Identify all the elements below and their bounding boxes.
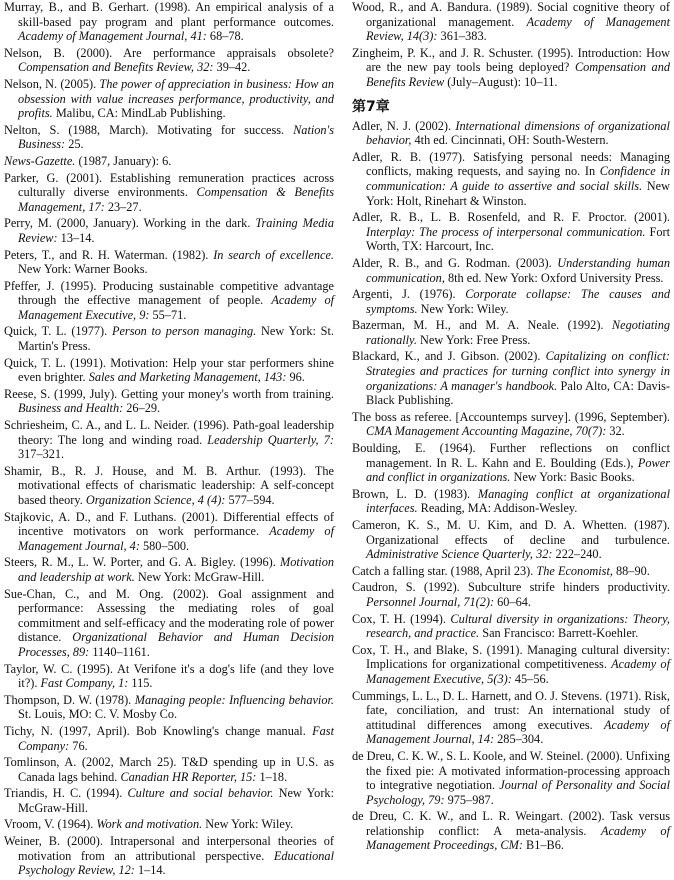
reference-text-part: (1987, January): 6. bbox=[75, 153, 172, 168]
chapter-heading: 第7章 bbox=[352, 98, 390, 115]
reference-entry bbox=[352, 210, 670, 254]
reference-text-part: Nelson, B. (2000). Are performance appraisals obsolete? bbox=[4, 45, 334, 60]
reference-text-part: 26–29. bbox=[123, 401, 161, 416]
reference-entry bbox=[4, 216, 334, 245]
reference-italic-part: Training Media Review: bbox=[18, 216, 334, 245]
reference-entry bbox=[352, 580, 670, 609]
reference-italic-part: Personnel Journal, 71(2): bbox=[366, 594, 495, 609]
reference-text-part: Quick, T. L. (1991). Motivation: Help your star performers shine even brighter. bbox=[4, 355, 334, 385]
reference-entry bbox=[4, 418, 334, 462]
reference-text-part: New York: Holt, Rinehart & Winston. bbox=[366, 178, 671, 208]
right-top-references bbox=[352, 0, 670, 90]
reference-italic-part: Fast Company, 1: bbox=[40, 676, 129, 691]
reference-text-part: Pfeffer, J. (1995). Producing sustainable competitive advantage through the effective management of people. bbox=[4, 278, 334, 308]
reference-text-part: 39–42. bbox=[213, 60, 251, 75]
reference-text-part: 1140–1161. bbox=[89, 644, 150, 659]
reference-entry bbox=[352, 119, 670, 148]
reference-entry bbox=[4, 464, 334, 508]
reference-text-part: St. Louis, MO: C. V. Mosby Co. bbox=[18, 707, 178, 722]
reference-entry bbox=[352, 349, 670, 407]
reference-entry bbox=[352, 643, 670, 687]
reference-italic-part: Confidence in communication: A guide to assertive and social skills. bbox=[366, 164, 670, 193]
reference-italic-part: Culture and social behavior. bbox=[127, 786, 274, 801]
reference-text-part: New York: McGraw-Hill. bbox=[134, 569, 265, 584]
reference-text-part: Tomlinson, A. (2002, March 25). T&D spending up in U.S. as Canada lags behind. bbox=[4, 755, 334, 784]
reference-text-part: de Dreu, C. K. W., and L. R. Weingart. (2002). Task versus relationship conflict: A meta-analysis. bbox=[352, 809, 670, 838]
reference-text-part: New York: Free Press. bbox=[416, 332, 531, 347]
reference-entry bbox=[4, 279, 334, 323]
reference-entry bbox=[4, 154, 334, 169]
reference-italic-part: In search of excellence. bbox=[213, 247, 334, 262]
reference-text-part: Alder, R. B., and G. Rodman. (2003). bbox=[352, 255, 558, 270]
reference-text-part: Weiner, B. (2000). Intrapersonal and interpersonal theories of motivation from an attributional perspective. bbox=[4, 834, 334, 863]
reference-text-part: 317–321. bbox=[18, 447, 65, 462]
reference-text-part: Parker, G. (2001). Establishing remuneration practices across culturally diverse environments. bbox=[4, 170, 334, 200]
reference-text-part: New York: McGraw-Hill. bbox=[18, 786, 334, 815]
reference-text-part: 60–64. bbox=[494, 594, 531, 609]
reference-italic-part: Business and Health: bbox=[18, 401, 124, 416]
reference-entry bbox=[352, 441, 670, 485]
reference-entry bbox=[352, 0, 670, 44]
reference-italic-part: Organization Science, 4 (4): bbox=[85, 493, 226, 507]
reference-italic-part: Compensation and Benefits Review, 32: bbox=[18, 60, 214, 75]
reference-italic-part: Canadian HR Reporter, 15: bbox=[120, 769, 257, 784]
reference-text-part: Cox, T. H. (1994). bbox=[352, 611, 451, 626]
reference-text-part: 361–383. bbox=[437, 29, 487, 44]
reference-italic-part: Academy of Management Executive, 5(3): bbox=[366, 657, 670, 686]
reference-entry bbox=[4, 662, 334, 691]
reference-entry bbox=[4, 510, 334, 554]
reference-text-part: New York: Wiley. bbox=[417, 301, 509, 316]
reference-text-part: Cameron, K. S., M. U. Kim, and D. A. Whetten. (1987). Organizational effects of decline and turbulence. bbox=[352, 518, 670, 547]
reference-entry bbox=[352, 518, 670, 562]
reference-entry bbox=[4, 834, 334, 878]
reference-text-part: de Dreu, C. K. W., S. L. Koole, and W. Steinel. (2000). Unfixing the fixed pie: A motivated information-processing approach to integrative negotiation. bbox=[352, 748, 670, 793]
reference-entry bbox=[4, 248, 334, 277]
reference-entry bbox=[4, 724, 334, 753]
reference-text-part: San Francisco: Barrett-Koehler. bbox=[479, 626, 639, 641]
reference-text-part: Caudron, S. (1992). Subculture strife hinders productivity. bbox=[352, 580, 670, 595]
reference-text-part: New York: Basic Books. bbox=[510, 470, 635, 485]
reference-text-part: Peters, T., and R. H. Waterman. (1982). bbox=[4, 247, 214, 262]
reference-italic-part: Power and conflict in organizations. bbox=[366, 455, 670, 485]
reference-text-part: Tichy, N. (1997, April). Bob Knowling's change manual. bbox=[4, 723, 313, 738]
reference-text-part: 8th ed. New York: Oxford University Press. bbox=[444, 270, 664, 285]
reference-italic-part: Compensation and Benefits Review bbox=[366, 60, 671, 89]
reference-text-part: Quick, T. L. (1977). bbox=[4, 324, 112, 339]
reference-italic-part: Motivation and leadership at work. bbox=[18, 555, 334, 584]
reference-entry bbox=[4, 387, 334, 416]
reference-entry bbox=[4, 693, 334, 722]
reference-italic-part: Organizational Behavior and Human Decision Processes, 89: bbox=[18, 630, 334, 659]
reference-italic-part: Fast Company: bbox=[18, 723, 334, 753]
reference-italic-part: Managing conflict at organizational interfaces. bbox=[366, 486, 670, 516]
reference-italic-part: Sales and Marketing Management, 143: bbox=[88, 370, 287, 385]
reference-italic-part: International dimensions of organizational behavior, bbox=[366, 118, 670, 148]
reference-text-part: 115. bbox=[128, 676, 153, 691]
reference-italic-part: Nation's Business: bbox=[18, 122, 334, 152]
reference-entry bbox=[4, 786, 334, 815]
reference-italic-part: CMA Management Accounting Magazine, 70(7): bbox=[366, 424, 607, 439]
reference-text-part: New York: Warner Books. bbox=[18, 262, 148, 277]
reference-italic-part: Cultural diversity in organizations: Theory, research, and practice. bbox=[366, 611, 671, 641]
reference-text-part: (July–August): 10–11. bbox=[444, 74, 558, 89]
reference-text-part: Zingheim, P. K., and J. R. Schuster. (1995). Introduction: How are the new pay tools being deployed? bbox=[352, 45, 670, 75]
reference-italic-part: Academy of Management Journal, 14: bbox=[366, 717, 670, 747]
reference-text-part: 577–594. bbox=[225, 493, 275, 507]
reference-text-part: Shamir, B., R. J. House, and M. B. Arthur. (1993). The motivational effects of charismatic leadership: A self-concept based theory. bbox=[4, 463, 334, 507]
reference-text-part: 45–56. bbox=[511, 671, 549, 686]
reference-text-part: Thompson, D. W. (1978). bbox=[4, 692, 135, 707]
left-column bbox=[4, 0, 334, 880]
reference-text-part: Perry, M. (2000, January). Working in the dark. bbox=[4, 216, 256, 231]
reference-entry bbox=[4, 171, 334, 215]
reference-italic-part: Academy of Management Journal, 4: bbox=[18, 524, 335, 553]
reference-text-part: Argenti, J. (1976). bbox=[352, 287, 466, 302]
reference-text-part: Malibu, CA: MindLab Publishing. bbox=[52, 106, 226, 121]
reference-entry bbox=[4, 755, 334, 784]
reference-entry bbox=[352, 256, 670, 285]
reference-italic-part: Academy of Management Journal, 41: bbox=[18, 29, 207, 44]
reference-text-part: Catch a falling star. (1988, April 23). bbox=[352, 563, 537, 578]
reference-text-part: Nelton, S. (1988, March). Motivating for success. bbox=[4, 122, 294, 137]
reference-italic-part: The Economist, bbox=[536, 563, 613, 578]
reference-entry bbox=[4, 324, 334, 353]
reference-text-part: 88–90. bbox=[612, 563, 650, 578]
reference-italic-part: Negotiating rationally. bbox=[366, 318, 670, 347]
reference-text-part: Adler, R. B. (1977). Satisfying personal needs: Managing conflicts, making requests, and saying no. In bbox=[352, 149, 670, 179]
reference-text-part: Taylor, W. C. (1995). At Verifone it's a dog's life (and they love it?). bbox=[4, 661, 334, 691]
reference-italic-part: Managing people: Influencing behavior. bbox=[134, 692, 334, 707]
reference-text-part: 1–18. bbox=[256, 769, 288, 784]
reference-text-part: Cummings, L. L., D. L. Harnett, and O. J. Stevens. (1971). Risk, fate, conciliation, and trust: An international study of attitudinal differences among executives. bbox=[352, 688, 670, 732]
reference-italic-part: News-Gazette. bbox=[4, 153, 76, 168]
reference-italic-part: Academy of Management Proceedings, CM: bbox=[366, 823, 670, 853]
reference-italic-part: The power of appreciation in business: How an obsession with value increases performance, productivity, and profits. bbox=[18, 76, 334, 121]
reference-text-part: Adler, N. J. (2002). bbox=[352, 118, 456, 133]
reference-entry bbox=[4, 817, 334, 832]
reference-entry bbox=[352, 809, 670, 853]
reference-text-part: B1–B6. bbox=[522, 838, 564, 853]
reference-text-part: Palo Alto, CA: Davis-Black Publishing. bbox=[366, 378, 671, 408]
reference-text-part: New York: St. Martin's Press. bbox=[18, 324, 334, 354]
reference-text-part: 4th ed. Cincinnati, OH: South-Western. bbox=[411, 133, 609, 148]
reference-text-part: 96. bbox=[286, 370, 305, 385]
right-column bbox=[352, 0, 670, 855]
reference-text-part: 975–987. bbox=[444, 792, 494, 807]
reference-text-part: Bazerman, M. H., and M. A. Neale. (1992). bbox=[352, 318, 612, 333]
reference-text-part: 1–14. bbox=[134, 863, 166, 878]
reference-text-part: Brown, L. D. (1983). bbox=[352, 486, 478, 501]
reference-text-part: Fort Worth, TX: Harcourt, Inc. bbox=[366, 224, 670, 254]
reference-text-part: Murray, B., and B. Gerhart. (1998). An empirical analysis of a skill-based pay program and plant performance outcomes. bbox=[4, 0, 334, 29]
reference-text-part: Vroom, V. (1964). bbox=[4, 817, 97, 832]
reference-text-part: Schriesheim, C. A., and L. L. Neider. (1996). Path-goal leadership theory: The long and winding road. bbox=[4, 418, 334, 447]
reference-entry bbox=[4, 555, 334, 584]
reference-italic-part: Interplay: The process of interpersonal communication. bbox=[366, 224, 646, 239]
reference-entry bbox=[352, 564, 670, 579]
reference-text-part: Reese, S. (1999, July). Getting your money's worth from training. bbox=[4, 386, 334, 401]
reference-entry bbox=[4, 46, 334, 75]
reference-entry bbox=[4, 356, 334, 385]
reference-entry bbox=[352, 410, 670, 439]
reference-italic-part: Understanding human communication, bbox=[366, 255, 670, 285]
chapter-7-references bbox=[352, 119, 670, 854]
reference-text-part: Steers, R. M., L. W. Porter, and G. A. Bigley. (1996). bbox=[4, 555, 281, 570]
reference-text-part: Cox, T. H., and Blake, S. (1991). Managing cultural diversity: Implications for organizational competitiveness. bbox=[352, 642, 670, 672]
reference-entry bbox=[352, 487, 670, 516]
reference-text-part: The boss as referee. [Accountemps survey]. (1996, September). bbox=[352, 409, 670, 424]
reference-text-part: 285–304. bbox=[494, 732, 544, 747]
reference-text-part: 76. bbox=[69, 738, 88, 753]
reference-italic-part: Academy of Management Executive, 9: bbox=[18, 293, 335, 322]
reference-text-part: New York: Wiley. bbox=[202, 817, 294, 832]
reference-text-part: 32. bbox=[606, 424, 625, 439]
reference-text-part: Adler, R. B., L. B. Rosenfeld, and R. F. Proctor. (2001). bbox=[352, 210, 670, 225]
reference-italic-part: Leadership Quarterly, 7: bbox=[207, 432, 334, 447]
reference-italic-part: Person to person managing. bbox=[111, 324, 257, 339]
reference-italic-part: Corporate collapse: The causes and symptoms. bbox=[366, 287, 670, 316]
reference-entry bbox=[4, 0, 334, 44]
reference-italic-part: Journal of Personality and Social Psychology, 79: bbox=[366, 778, 670, 807]
reference-text-part: Wood, R., and A. Bandura. (1989). Social cognitive theory of organizational management. bbox=[352, 0, 670, 29]
reference-text-part: 25. bbox=[65, 137, 84, 152]
reference-entry bbox=[352, 150, 670, 208]
reference-entry bbox=[352, 287, 670, 316]
reference-text-part: Blackard, K., and J. Gibson. (2002). bbox=[352, 349, 546, 364]
reference-text-part: Stajkovic, A. D., and F. Luthans. (2001). Differential effects of incentive motivators on work performance. bbox=[4, 509, 334, 539]
reference-text-part: Reading, MA: Addison-Wesley. bbox=[417, 501, 578, 516]
reference-italic-part: Administrative Science Quarterly, 32: bbox=[366, 547, 553, 562]
reference-italic-part: Compensation & Benefits Management, 17: bbox=[18, 185, 334, 214]
reference-italic-part: Capitalizing on conflict: Strategies and practices for turning conflict into synergy in organizations: A manager's handbook. bbox=[366, 349, 670, 393]
reference-italic-part: Educational Psychology Review, 12: bbox=[18, 848, 334, 878]
reference-entry bbox=[352, 749, 670, 807]
reference-text-part: Sue-Chan, C., and M. Ong. (2002). Goal assignment and performance: Assessing the mediating roles of goal commitment and self-efficacy and the moderating role of power distance. bbox=[4, 586, 334, 645]
reference-text-part: Triandis, H. C. (1994). bbox=[4, 786, 128, 801]
reference-entry bbox=[4, 77, 334, 121]
reference-italic-part: Work and motivation. bbox=[96, 817, 203, 832]
reference-entry bbox=[4, 123, 334, 152]
reference-text-part: 580–500. bbox=[139, 538, 190, 553]
reference-entry bbox=[352, 318, 670, 347]
reference-text-part: 55–71. bbox=[149, 307, 187, 322]
reference-entry bbox=[352, 46, 670, 90]
reference-text-part: Nelson, N. (2005). bbox=[4, 76, 100, 91]
reference-text-part: 13–14. bbox=[57, 230, 95, 245]
reference-entry bbox=[352, 689, 670, 747]
reference-italic-part: Academy of Management Review, 14(3): bbox=[366, 14, 670, 44]
reference-text-part: 222–240. bbox=[552, 547, 602, 562]
reference-text-part: Boulding, E. (1964). Further reflections on conflict management. In R. L. Kahn and E. Boulding (Eds.), bbox=[352, 441, 670, 470]
reference-entry bbox=[4, 587, 334, 660]
reference-text-part: 23–27. bbox=[104, 199, 142, 214]
reference-entry bbox=[352, 612, 670, 641]
reference-text-part: 68–78. bbox=[206, 29, 244, 44]
